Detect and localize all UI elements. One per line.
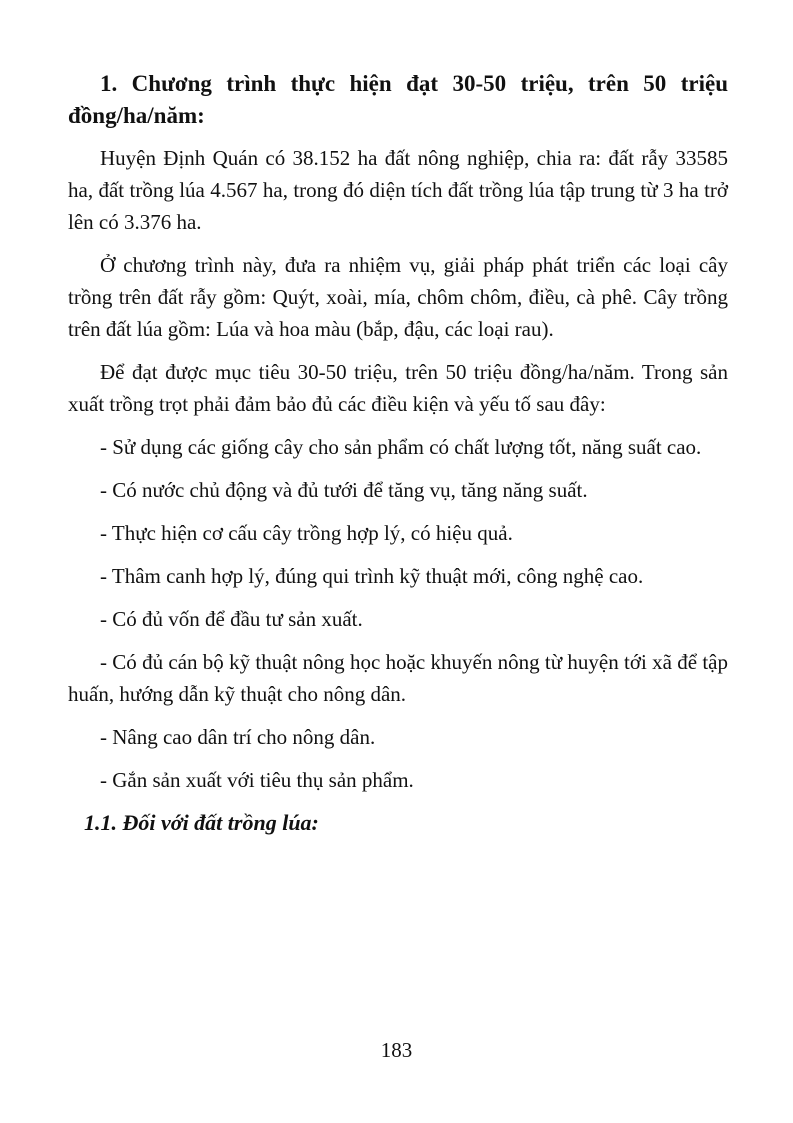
list-item: - Gắn sản xuất với tiêu thụ sản phẩm.: [100, 768, 414, 792]
sub-heading: 1.1. Đối với đất trồng lúa:: [84, 810, 319, 835]
paragraph-goal: Để đạt được mục tiêu 30-50 triệu, trên 50 triệu đồng/ha/năm. Trong sản xuất trồng trọt phải đảm bảo đủ các điều kiện và yếu tố sau đây:: [68, 360, 728, 416]
list-item: - Có nước chủ động và đủ tưới để tăng vụ, tăng năng suất.: [100, 478, 588, 502]
list-item: - Sử dụng các giống cây cho sản phẩm có chất lượng tốt, năng suất cao.: [100, 435, 702, 459]
page-number: 183: [380, 1038, 413, 1062]
list-item: - Nâng cao dân trí cho nông dân.: [100, 725, 376, 749]
paragraph-crops: Ở chương trình này, đưa ra nhiệm vụ, giải pháp phát triển các loại cây trồng trên đất rẫy gồm: Quýt, xoài, mía, chôm chôm, điều, cà phê. Cây trồng trên đất lúa gồm: Lúa và hoa màu (bắp, đậu, các loại rau).: [68, 253, 728, 341]
paragraph-area-stats: Huyện Định Quán có 38.152 ha đất nông nghiệp, chia ra: đất rẫy 33585 ha, đất trồng lúa 4.567 ha, trong đó diện tích đất trồng lúa tập trung từ 3 ha trở lên có 3.376 ha.: [68, 146, 728, 234]
list-item: - Có đủ vốn để đầu tư sản xuất.: [100, 607, 363, 631]
list-item: - Thâm canh hợp lý, đúng qui trình kỹ thuật mới, công nghệ cao.: [100, 564, 644, 588]
list-item: - Thực hiện cơ cấu cây trồng hợp lý, có hiệu quả.: [100, 521, 513, 545]
page-body: [68, 68, 728, 839]
section-heading: 1. Chương trình thực hiện đạt 30-50 triệu, trên 50 triệu đồng/ha/năm:: [68, 71, 728, 128]
list-item: - Có đủ cán bộ kỹ thuật nông học hoặc khuyến nông từ huyện tới xã để tập huấn, hướng dẫn kỹ thuật cho nông dân.: [68, 650, 728, 706]
